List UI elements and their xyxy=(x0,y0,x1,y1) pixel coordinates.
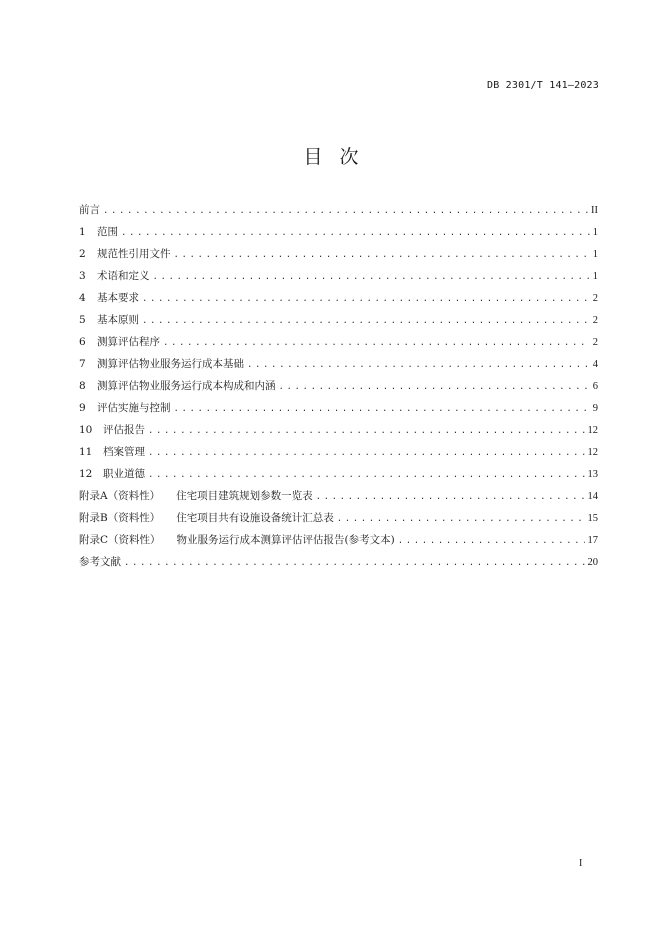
toc-entry[interactable] xyxy=(79,551,598,573)
toc-entry-page: 9 xyxy=(592,403,598,414)
dot-leader xyxy=(247,354,590,376)
toc-entry-page: 20 xyxy=(587,557,598,568)
toc-entry[interactable] xyxy=(79,419,598,441)
toc-entry-page: II xyxy=(591,205,598,216)
toc-entry-page: 12 xyxy=(587,425,598,436)
toc-entry-number: 12 xyxy=(79,468,93,480)
toc-entry-label xyxy=(79,199,100,221)
toc-entry-page: 1 xyxy=(592,271,598,282)
toc-entry-page: 15 xyxy=(587,513,598,524)
toc-entry-label xyxy=(79,419,145,441)
toc-entry-title: 参考文献 xyxy=(79,556,121,568)
toc-entry-title: 规范性引用文件 xyxy=(97,248,171,260)
page-title: 目次 xyxy=(303,146,376,168)
toc-entry-label xyxy=(79,529,395,551)
dot-leader xyxy=(148,464,585,486)
toc-entry-title: 住宅项目建筑规划参数一览表 xyxy=(176,490,313,502)
toc-entry-page: 4 xyxy=(592,359,598,370)
toc-entry-label xyxy=(79,243,171,265)
toc-entry-page: 1 xyxy=(592,227,598,238)
toc-entry-title: 范围 xyxy=(97,226,118,238)
toc-entry-label xyxy=(79,265,150,287)
toc-entry-page: 12 xyxy=(587,447,598,458)
toc-entry-number: 9 xyxy=(79,402,86,414)
toc-entry-number: 1 xyxy=(79,226,86,238)
toc-entry-label xyxy=(79,309,139,331)
toc-entry-number: 6 xyxy=(79,336,86,348)
toc-entry-number: 7 xyxy=(79,358,86,370)
toc-entry-page: 17 xyxy=(587,535,598,546)
toc-entry-page: 2 xyxy=(592,293,598,304)
toc-entry-title: 评估报告 xyxy=(103,424,145,436)
dot-leader xyxy=(148,442,585,464)
toc-entry[interactable] xyxy=(79,309,598,331)
toc-entry[interactable] xyxy=(79,331,598,353)
toc-entry-title: 职业道德 xyxy=(103,468,145,480)
toc-entry-label xyxy=(79,221,118,243)
toc-entry-title: 基本原则 xyxy=(97,314,139,326)
toc-entry-page: 2 xyxy=(592,337,598,348)
toc-entry-title: 测算评估物业服务运行成本基础 xyxy=(97,358,244,370)
toc-entry-label xyxy=(79,375,276,397)
toc-entry[interactable] xyxy=(79,243,598,265)
toc-entry-page: 6 xyxy=(592,381,598,392)
toc-entry-label xyxy=(79,331,160,353)
dot-leader xyxy=(279,376,590,398)
table-of-contents xyxy=(79,199,598,573)
toc-entry-number: 8 xyxy=(79,380,86,392)
toc-entry-title: 档案管理 xyxy=(103,446,145,458)
toc-entry-number: 2 xyxy=(79,248,86,260)
toc-entry-number: 5 xyxy=(79,314,86,326)
dot-leader xyxy=(337,508,585,530)
toc-entry-page: 14 xyxy=(587,491,598,502)
dot-leader xyxy=(174,398,590,420)
toc-entry[interactable] xyxy=(79,441,598,463)
toc-entry[interactable] xyxy=(79,353,598,375)
dot-leader xyxy=(148,420,585,442)
toc-entry[interactable] xyxy=(79,529,598,551)
dot-leader xyxy=(124,552,585,574)
toc-entry-label xyxy=(79,353,244,375)
toc-entry-title: 住宅项目共有设施设备统计汇总表 xyxy=(176,512,334,524)
page-number: I xyxy=(579,858,583,869)
toc-entry-title: 评估实施与控制 xyxy=(97,402,171,414)
toc-entry-page: 1 xyxy=(592,249,598,260)
toc-entry-number: 附录C（资料性） xyxy=(79,534,161,546)
toc-entry-title: 基本要求 xyxy=(97,292,139,304)
toc-entry-title: 物业服务运行成本测算评估评估报告(参考文本) xyxy=(176,534,395,546)
toc-entry[interactable] xyxy=(79,287,598,309)
toc-entry[interactable] xyxy=(79,221,598,243)
toc-entry-number: 4 xyxy=(79,292,86,304)
dot-leader xyxy=(398,530,585,552)
toc-entry-label xyxy=(79,463,145,485)
toc-entry-number: 11 xyxy=(79,446,93,458)
toc-entry-label xyxy=(79,507,334,529)
toc-entry-label xyxy=(79,551,121,573)
toc-entry-page: 2 xyxy=(592,315,598,326)
toc-entry[interactable] xyxy=(79,507,598,529)
dot-leader xyxy=(174,244,590,266)
toc-entry-number: 10 xyxy=(79,424,93,436)
dot-leader xyxy=(142,310,590,332)
toc-entry-title: 前言 xyxy=(79,204,100,216)
dot-leader xyxy=(142,288,590,310)
dot-leader xyxy=(153,266,590,288)
dot-leader xyxy=(316,486,585,508)
toc-entry-page: 13 xyxy=(587,469,598,480)
toc-entry-title: 术语和定义 xyxy=(97,270,150,282)
toc-entry[interactable] xyxy=(79,397,598,419)
toc-entry-title: 测算评估物业服务运行成本构成和内涵 xyxy=(97,380,276,392)
toc-entry[interactable] xyxy=(79,485,598,507)
toc-entry-label xyxy=(79,397,171,419)
document-code: DB 2301/T 141—2023 xyxy=(487,80,599,91)
dot-leader xyxy=(103,200,588,222)
toc-entry-title: 测算评估程序 xyxy=(97,336,160,348)
dot-leader xyxy=(121,222,590,244)
toc-entry[interactable] xyxy=(79,265,598,287)
toc-entry-number: 3 xyxy=(79,270,86,282)
toc-entry[interactable] xyxy=(79,463,598,485)
toc-entry-label xyxy=(79,485,313,507)
dot-leader xyxy=(163,332,590,354)
toc-entry-label xyxy=(79,441,145,463)
toc-entry[interactable] xyxy=(79,199,598,221)
toc-entry[interactable] xyxy=(79,375,598,397)
toc-entry-number: 附录A（资料性） xyxy=(79,490,161,502)
toc-entry-label xyxy=(79,287,139,309)
toc-entry-number: 附录B（资料性） xyxy=(79,512,161,524)
